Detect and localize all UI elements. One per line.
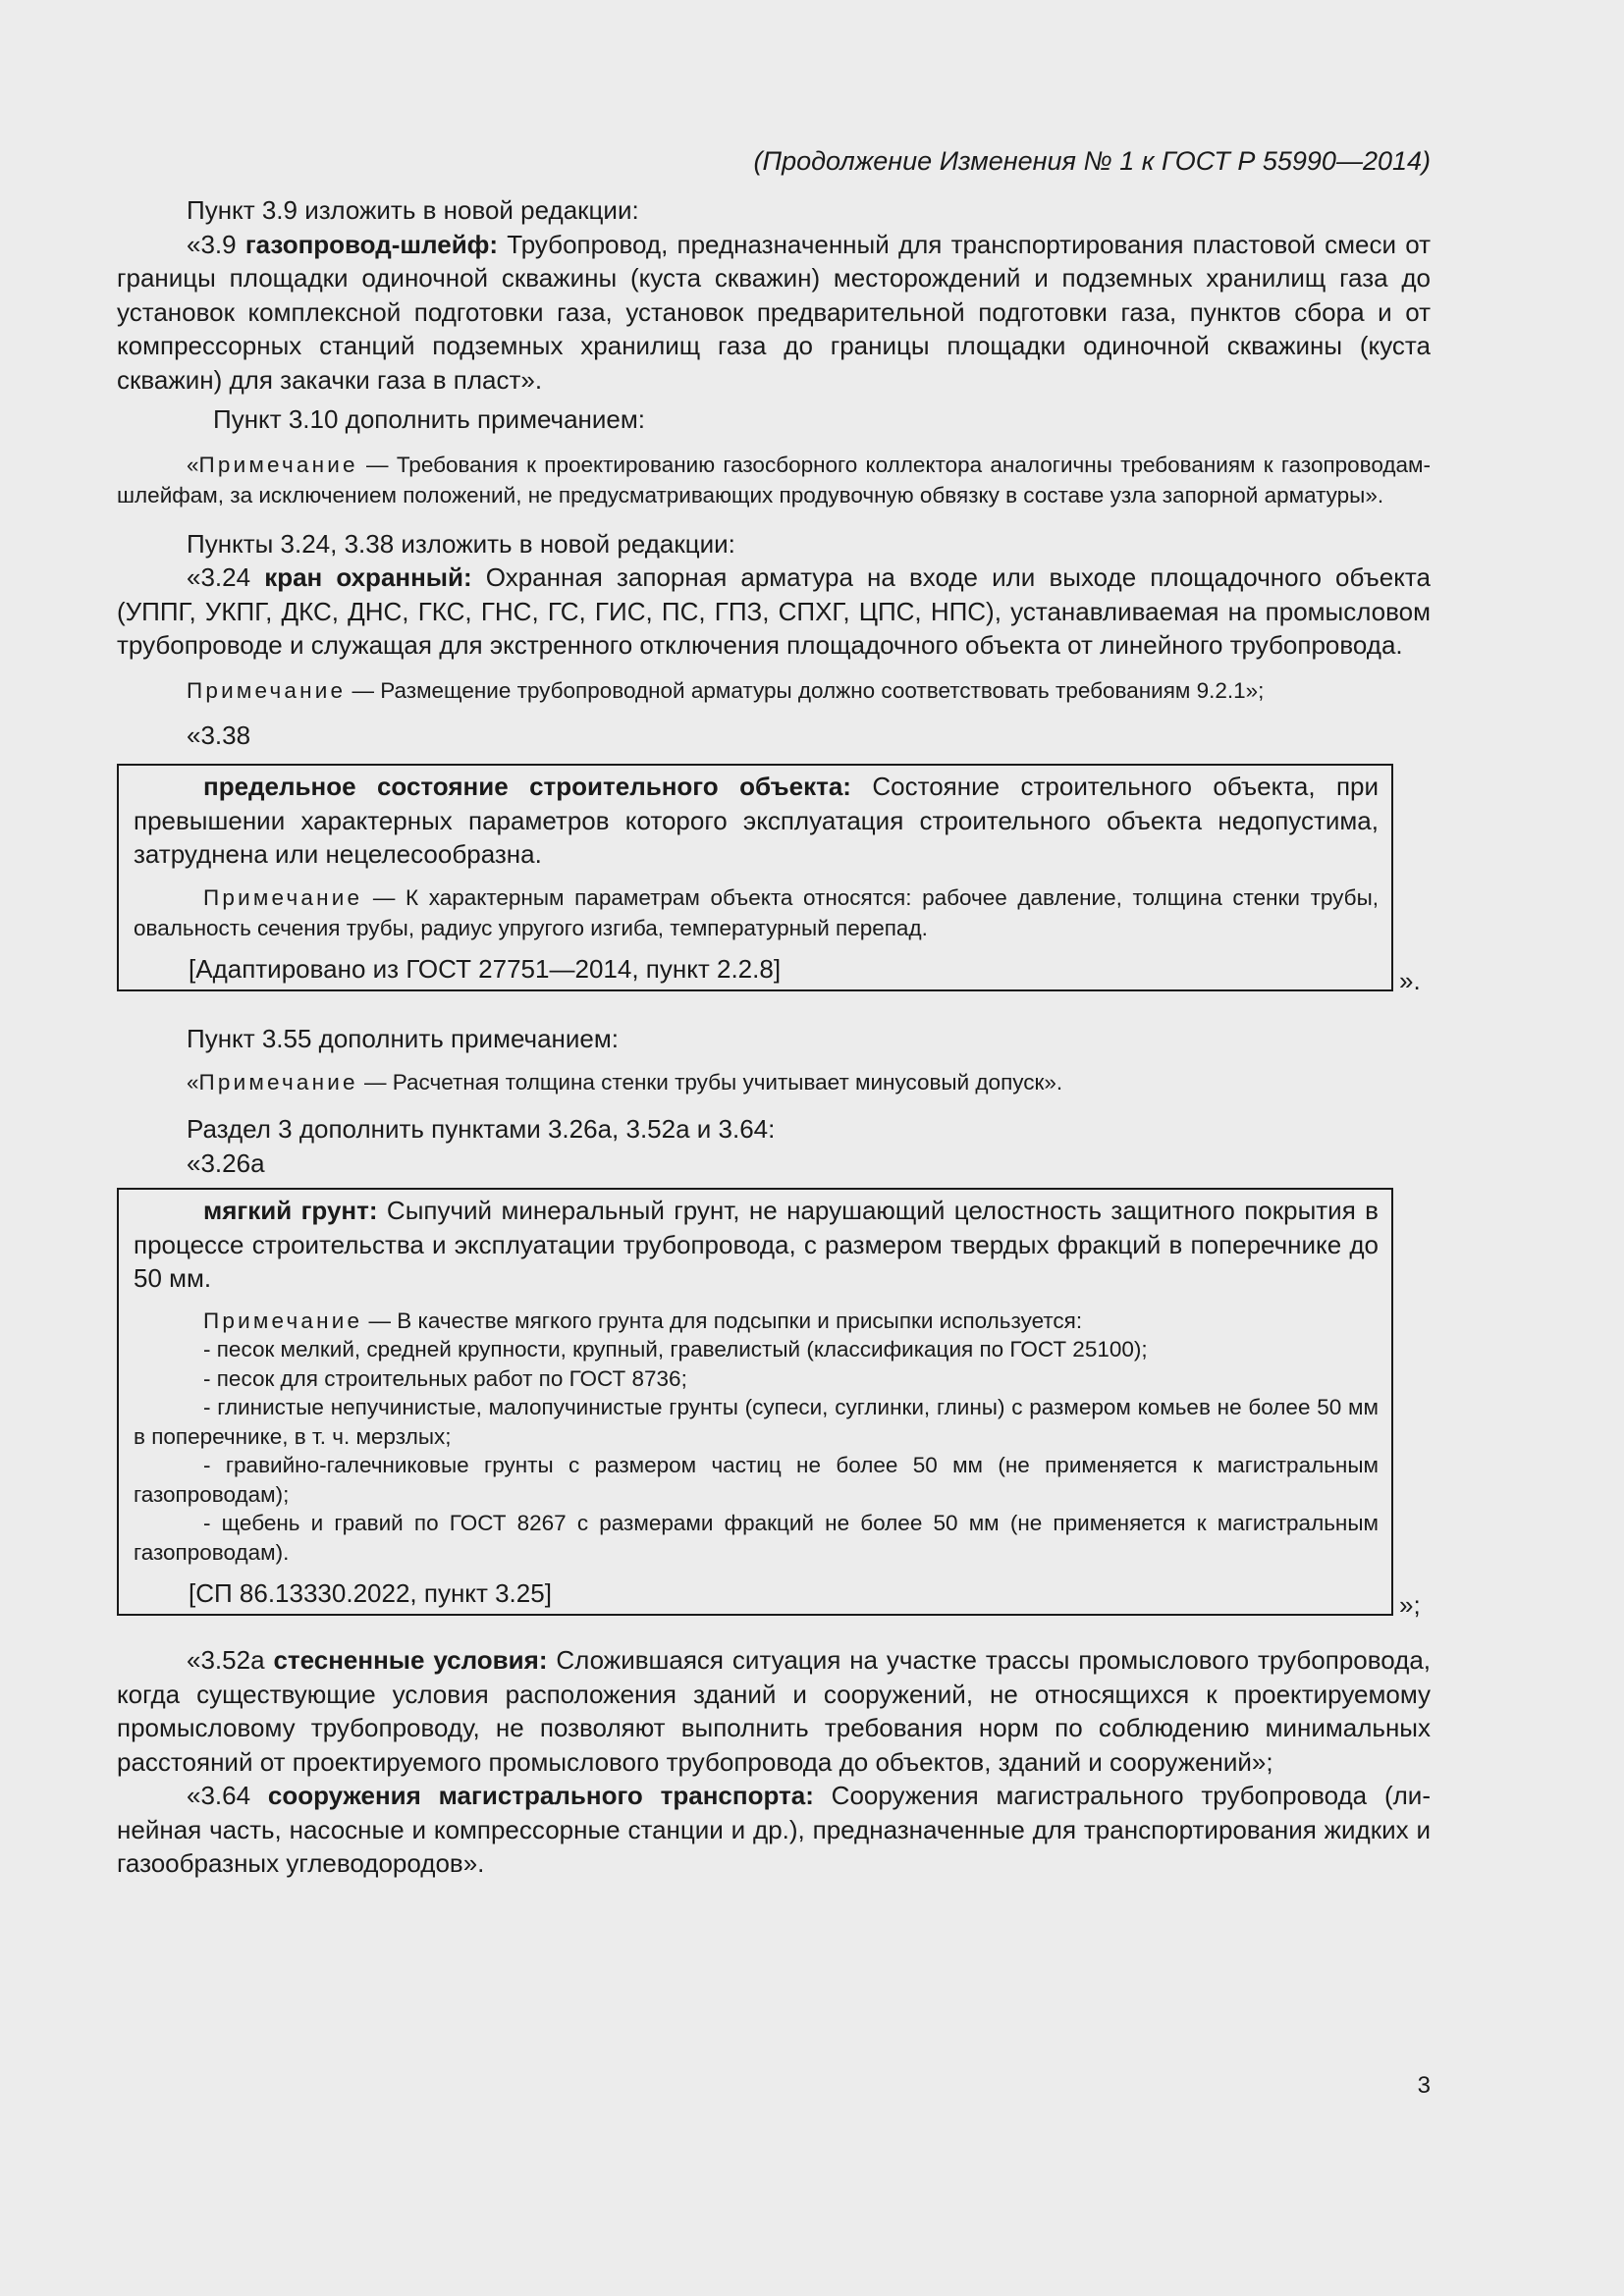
term-number-3-26a: «3.26а xyxy=(187,1148,265,1178)
term: мягкий грунт: xyxy=(203,1196,378,1225)
note-3-26a xyxy=(134,1307,1379,1336)
term-number: «3.24 xyxy=(187,562,265,592)
note-3-55 xyxy=(117,1067,1431,1097)
quote-close: ». xyxy=(1399,965,1421,995)
term: кран охранный: xyxy=(264,562,472,592)
instruction-section-3: Раздел 3 дополнить пунктами 3.26а, 3.52а и 3.64: xyxy=(187,1114,776,1144)
definition-text: Охранная запорная арматура на входе или выходе площадочного объекта (УППГ, УКПГ, ДКС, ДНС, ГКС, ГНС, ГС, ГИС, ПС, ГПЗ, СПХГ, ЦПС, НПС), устанавливаемая на промысловом трубопроводе и служащая для экстренного отключения площадочного объекта от линейного трубопровода. xyxy=(117,562,1431,660)
instruction-3-9: Пункт 3.9 изложить в новой редакции: xyxy=(187,195,639,225)
term: газопровод-шлейф: xyxy=(244,229,499,259)
term-number: «3.9 xyxy=(187,229,245,259)
page-number: 3 xyxy=(1417,2072,1431,2099)
quote-open: « xyxy=(187,452,199,477)
definition-3-26a xyxy=(134,1194,1379,1296)
note-list-item: - песок мелкий, средней крупности, крупный, гравелистый (классификация по ГОСТ 25100); xyxy=(203,1337,1148,1362)
quote-open: « xyxy=(187,1070,199,1095)
definition-text: Сыпучий минеральный грунт, не нарушающий целостность защитного покрытия в процессе строительства и эксплуатации трубопровода, с размером твердых фракций в поперечнике до 50 мм. xyxy=(134,1196,1379,1293)
note-list-item: - песок для строительных работ по ГОСТ 8736; xyxy=(203,1365,687,1391)
term-box-3-38 xyxy=(117,764,1393,991)
note-list-item: - гравийно-галечниковые грунты с размером частиц не более 50 мм (не применяется к магистральным газопроводам); xyxy=(134,1453,1379,1507)
definition-3-64 xyxy=(117,1779,1431,1881)
term: стесненные условия: xyxy=(273,1645,548,1675)
term: предельное состояние строительного объекта: xyxy=(203,772,851,801)
note-text: — Требования к проектированию газосборного коллектора аналогичны требованиям к газопроводам-шлейфам, за исключением положений, не предусматривающих продувочную обвязку в составе узла запорной арматуры». xyxy=(117,452,1431,507)
note-label: Примечание xyxy=(203,1308,363,1333)
definition-text: Трубопровод, предназначенный для транспортирования пластовой смеси от границы площадки одиночной скважины (куста скважин) месторождений и подземных хранилищ газа до установок комплексной подготовки газа, установок предварительной подготовки газа, пунктов сбора и от компрессорных станций подземных хранилищ газа до границы площадки одиночной скважины (куста скважин) для закачки газа в пласт». xyxy=(117,229,1432,395)
term: сооружения магистрального транспорта: xyxy=(267,1781,814,1810)
definition-text: Состояние строительного объекта, при превышении характерных параметров которого эксплуатация строительного объекта недопустима, затруднена или нецелесообразна. xyxy=(134,772,1380,869)
page-content xyxy=(117,142,1431,1881)
running-header: (Продолжение Изменения № 1 к ГОСТ Р 55990—2014) xyxy=(753,146,1431,176)
definition-text: Сложившаяся ситуация на участке трассы промыслового трубопровода, когда существующие условия расположения зданий и сооружений, не относящихся к проектируемому промысловому трубопроводу, не позволяют выполнить требования норм по соблюдению минимальных расстояний от проектируемого промыслового трубопровода до объектов, зданий и сооружений»; xyxy=(117,1645,1432,1777)
definition-3-38 xyxy=(134,770,1379,872)
term-box-3-26a xyxy=(117,1188,1393,1616)
note-text: — В качестве мягкого грунта для подсыпки и присыпки используется: xyxy=(362,1308,1083,1333)
term-box-3-26a-wrapper xyxy=(117,1188,1431,1620)
term-number-3-38: «3.38 xyxy=(187,720,251,750)
definition-text: Сооружения магистрального трубопровода (линейная часть, насосные и компрессорные станции и др.), предназначенные для транспортирования жидких и газообразных углеводородов». xyxy=(117,1781,1431,1878)
note-3-10 xyxy=(117,450,1431,510)
definition-3-24 xyxy=(117,561,1431,663)
instruction-3-24: Пункты 3.24, 3.38 изложить в новой редакции: xyxy=(187,528,735,559)
note-text: — Расчетная толщина стенки трубы учитывает минусовый допуск». xyxy=(357,1070,1063,1095)
instruction-3-55: Пункт 3.55 дополнить примечанием: xyxy=(187,1023,619,1053)
note-3-24 xyxy=(117,675,1431,706)
note-label: Примечание xyxy=(187,677,347,703)
note-text: — Размещение трубопроводной арматуры должно соответствовать требованиям 9.2.1»; xyxy=(346,677,1265,703)
definition-3-52a xyxy=(117,1643,1431,1779)
definition-3-9 xyxy=(117,228,1431,398)
note-3-38 xyxy=(134,882,1379,943)
term-number: «3.64 xyxy=(187,1781,268,1810)
note-list-item: - щебень и гравий по ГОСТ 8267 с размерами фракций не более 50 мм (не применяется к магистральным газопроводам). xyxy=(134,1511,1379,1565)
note-label: Примечание xyxy=(198,452,358,477)
instruction-3-10: Пункт 3.10 дополнить примечанием: xyxy=(213,404,645,434)
term-number: «3.52а xyxy=(187,1645,274,1675)
source-reference: [СП 86.13330.2022, пункт 3.25] xyxy=(189,1578,552,1608)
note-label: Примечание xyxy=(198,1070,358,1095)
source-reference: [Адаптировано из ГОСТ 27751—2014, пункт 2.2.8] xyxy=(189,953,782,984)
quote-close: »; xyxy=(1399,1590,1421,1620)
note-text: — К характерным параметрам объекта относятся: рабочее давление, толщина стенки трубы, овальность сечения трубы, радиус упругого изгиба, температурный перепад. xyxy=(134,884,1379,940)
note-label: Примечание xyxy=(203,884,363,910)
term-box-3-38-wrapper xyxy=(117,764,1431,995)
note-list-item: - глинистые непучинистые, малопучинистые грунты (супеси, суглинки, глины) с размером комьев не более 50 мм в поперечнике, в т. ч. мерзлых; xyxy=(134,1395,1379,1449)
